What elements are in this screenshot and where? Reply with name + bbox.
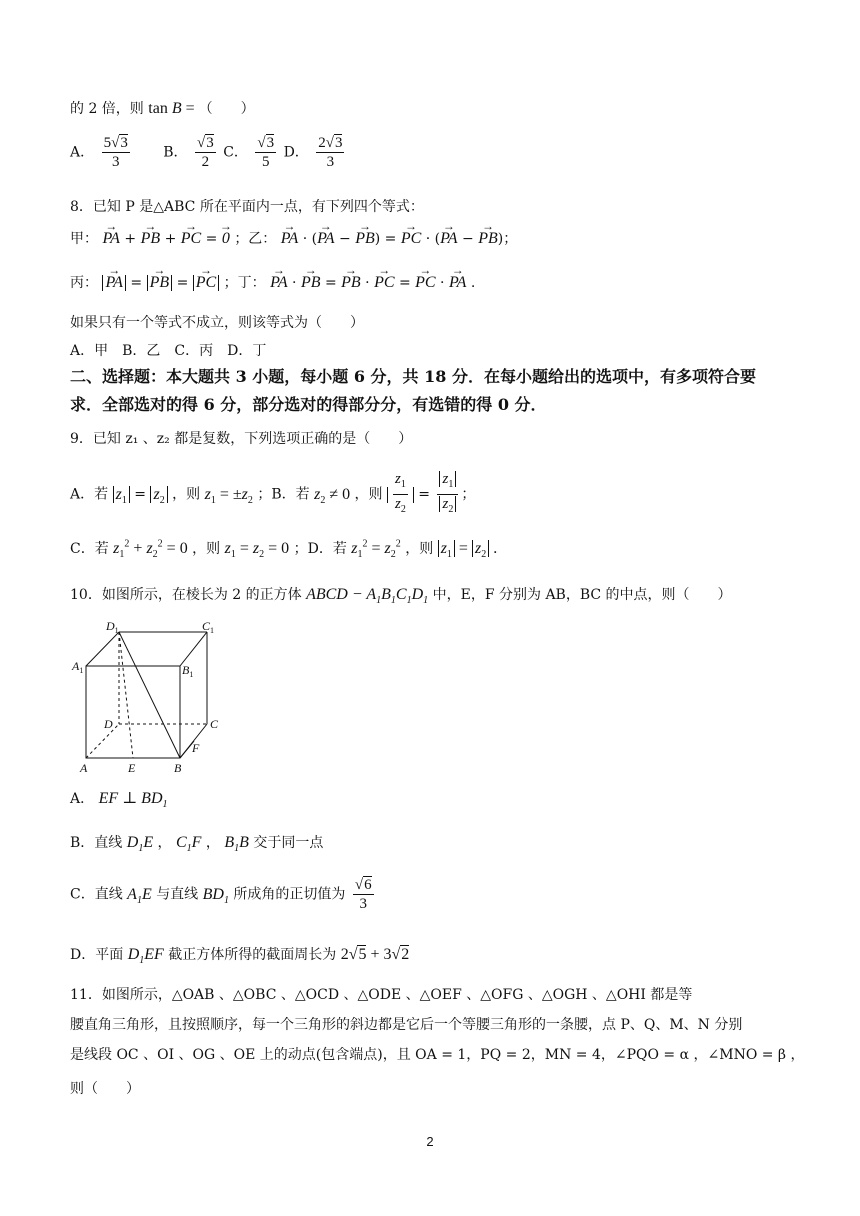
q7-option-a: A． $\frac{5√3}{3}$ [70, 135, 128, 170]
q10-stem: 10．如图所示，在棱长为 2 的正方体 ABCD − $A_1B_1C_1D_1$ 中，E，F 分别为 AB，BC 的中点，则（ ） [70, 586, 732, 607]
q7-options [70, 134, 347, 171]
q9-stem: 9．已知 z₁ 、z₂ 都是复数，下列选项正确的是（ ） [70, 431, 413, 447]
label-d1: $D_1$ [106, 619, 119, 635]
page-number: 2 [426, 1134, 434, 1149]
label-b: B [174, 761, 182, 774]
q8-options: A．甲 B．乙 C．丙 D．丁 [70, 343, 267, 359]
q7-option-d: D． $\frac{2√3}{3}$ [283, 135, 343, 170]
cube-figure [70, 618, 230, 774]
label-b1: $B_1$ [182, 663, 194, 679]
q10-option-b: B．直线 $D_1E$ ， $C_1F$ ， $B_1B$ 交于同一点 [70, 834, 324, 855]
label-e: E [128, 761, 136, 774]
q8-bing-ding: 丙： → PA = → PB = → PC ；丁： → PA · → PB = → PB · → PC = → PC · → PA . [70, 272, 475, 292]
q10-option-d: D．平面 $D_1EF$ 截正方体所得的截面周长为 2√5 + 3√2 [70, 946, 410, 967]
label-a: A [80, 761, 88, 774]
label-c: C [210, 717, 219, 731]
q8-question: 如果只有一个等式不成立，则该等式为（ ） [70, 315, 364, 331]
q9-ab: A．若 $z_1 = z_2$ ，则 $z_1 = \pm z_2$ ；B．若 $z_2 \ne 0$ ，则 $\frac{z_1}{z_2}$ = $\frac{z_1}{z_2}$ ； [70, 471, 476, 515]
q11-line4: 则（ ） [70, 1081, 140, 1097]
label-a1: $A_1$ [72, 659, 84, 675]
label-f: F [192, 741, 200, 755]
q9-cd: C．若 $z_1^2 + z_2^2 = 0$ ，则 $z_1 = z_2 = 0$ ；D．若 $z_1^2 = z_2^2$ ，则 $z_1 = z_2$ . [70, 538, 498, 561]
section2-title-line1: 二、选择题：本大题共 3 小题，每小题 6 分，共 18 分．在每小题给出的选项中，有多项符合要 [70, 367, 756, 386]
q7-continuation: 的 2 倍，则 tan B = （ ） [70, 100, 255, 117]
label-c1: $C_1$ [202, 619, 215, 635]
q7-option-b: B． $\frac{√3}{2}$ [163, 135, 214, 170]
section2-title-line2: 求．全部选对的得 6 分，部分选对的得部分分，有选错的得 0 分． [70, 395, 547, 414]
q10-option-a: A． EF ⊥ $BD_1$ [70, 790, 168, 811]
q11-line2: 腰直角三角形，且按照顺序，每一个三角形的斜边都是它后一个等腰三角形的一条腰，点 P、Q、M、N 分别 [70, 1017, 743, 1033]
q8-stem: 8．已知 P 是△ABC 所在平面内一点，有下列四个等式： [70, 199, 424, 215]
q11-line1: 11．如图所示，△OAB 、△OBC 、△OCD 、△ODE 、△OEF 、△OFG 、△OGH 、△OHI 都是等 [70, 987, 693, 1003]
q11-line3: 是线段 OC 、OI 、OG 、OE 上的动点(包含端点)，且 OA = 1，PQ = 2，MN = 4，∠PQO = α ，∠MNO = β ， [70, 1047, 805, 1063]
q8-jia-yi: 甲： → PA + → PB + → PC = → 0 ；乙： → PA · (→ PA − → PB) = → PC · (→ PA − → PB)； [70, 228, 517, 248]
q10-option-c: C．直线 $A_1E$ 与直线 $BD_1$ 所成角的正切值为 $\frac{√6}{3}$ [70, 877, 372, 912]
label-d: D [104, 717, 113, 731]
q7-option-c: C． $\frac{√3}{5}$ [223, 135, 275, 170]
